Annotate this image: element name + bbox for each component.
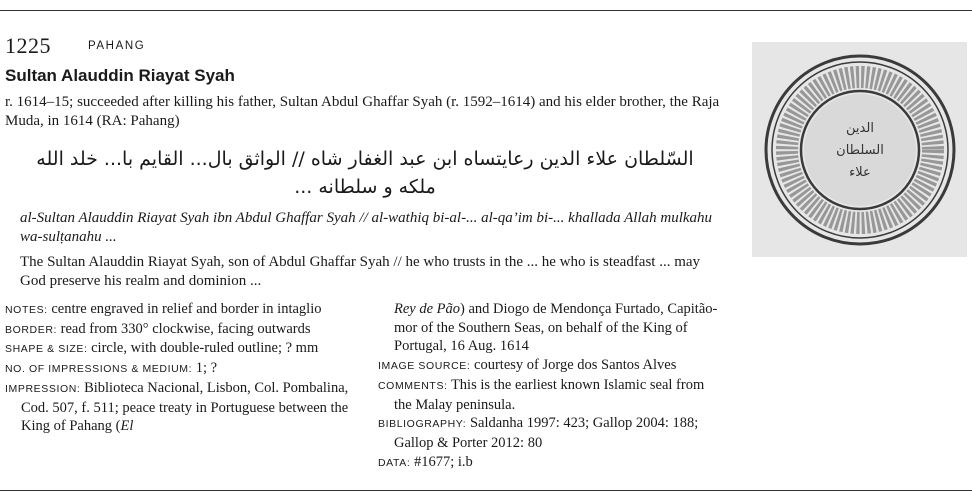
impressions-count-label: NO. OF IMPRESSIONS & MEDIUM: xyxy=(5,363,193,376)
impressions-count-text: 1; ? xyxy=(195,360,218,377)
border-entry xyxy=(5,320,355,340)
data-text: #1677; i.b xyxy=(414,453,473,470)
seal-centre-text: الدين xyxy=(846,121,874,136)
border-label: BORDER: xyxy=(5,323,58,336)
shape-size-text: circle, with double-ruled outline; ? mm xyxy=(91,340,319,357)
state-name: PAHANG xyxy=(88,40,146,52)
bibliography-text: Saldanha 1997: 423; Gallop 2004: 188; Gallop & Porter 2012: 80 xyxy=(394,415,699,451)
seal-centre-text-2: السلطان xyxy=(836,143,884,158)
impression-label: IMPRESSION: xyxy=(5,382,81,395)
notes-text: centre engraved in relief and border in intaglio xyxy=(51,301,322,317)
image-source-label: IMAGE SOURCE: xyxy=(378,360,471,373)
bibliography-entry xyxy=(378,414,723,452)
impression-text: Biblioteca Nacional, Lisbon, Col. Pombalina, Cod. 507, f. 511; peace treaty in Portuguese between the King of Pahang ( xyxy=(21,379,349,435)
reign-note: r. 1614–15; succeeded after killing his father, Sultan Abdul Ghaffar Syah (r. 1592–1614) and his elder brother, the Raja Muda, in 1614 (RA: Pahang) xyxy=(5,94,720,129)
arabic-inscription: السّلطان علاء الدين رعايتساه ابن عبد الغفار شاه // الواثق بال... القايم با... خلد الله ملكه و سلطانه ... xyxy=(36,148,694,198)
impression-entry xyxy=(5,379,355,436)
seal-centre-text-3: علاء xyxy=(849,165,871,180)
bottom-rule xyxy=(0,490,972,491)
shape-size-entry xyxy=(5,339,355,359)
notes-column-left xyxy=(5,300,355,436)
data-entry xyxy=(378,453,723,473)
impression-italic-part-1: El xyxy=(120,418,134,435)
shape-size-label: SHAPE & SIZE: xyxy=(5,343,88,356)
comments-text: This is the earliest known Islamic seal from the Malay peninsula. xyxy=(394,376,705,413)
top-rule xyxy=(0,10,972,11)
seal-image xyxy=(752,42,967,257)
entry-number: 1225 xyxy=(5,33,51,58)
notes-column-right xyxy=(378,300,723,472)
comments-entry xyxy=(378,376,723,414)
border-text: read from 330° clockwise, facing outwards xyxy=(60,320,311,337)
image-source-entry xyxy=(378,356,723,376)
ruler-name: Sultan Alauddin Riayat Syah xyxy=(5,66,235,85)
impression-text-2: ) and Diogo de Mendonça Furtado, Capitão-mor of the Southern Seas, on behalf of the King of Portugal, 16 Aug. 1614 xyxy=(394,301,718,355)
impression-italic-part-2: Rey de Pão xyxy=(394,301,461,317)
notes-label: NOTES: xyxy=(5,304,48,316)
impression-continuation xyxy=(378,300,723,356)
impressions-count-entry xyxy=(5,359,355,379)
translation: The Sultan Alauddin Riayat Syah, son of Abdul Ghaffar Syah // he who trusts in the ... he who is steadfast ... may God preserve his realm and dominion ... xyxy=(20,254,701,289)
transliteration: al-Sultan Alauddin Riayat Syah ibn Abdul Ghaffar Syah // al-wathiq bi-al-... al-qa’im bi-... khallada Allah mulkahu wa-sulṭanahu ... xyxy=(20,210,713,245)
image-source-text: courtesy of Jorge dos Santos Alves xyxy=(474,357,677,374)
data-label: DATA: xyxy=(378,456,411,469)
notes-entry xyxy=(5,300,355,320)
comments-label: COMMENTS: xyxy=(378,379,448,392)
bibliography-label: BIBLIOGRAPHY: xyxy=(378,418,467,431)
